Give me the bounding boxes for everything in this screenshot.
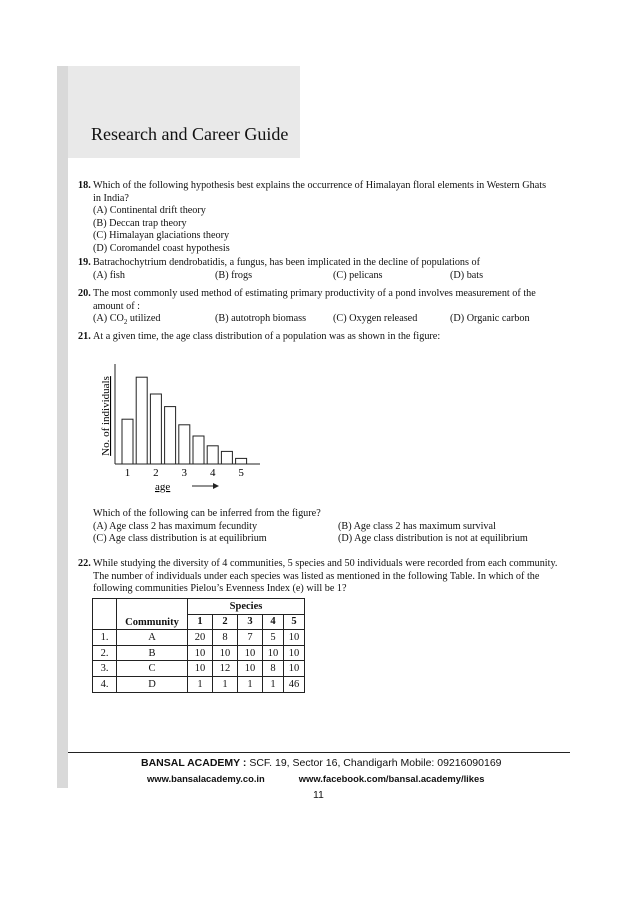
option-b: (B) Deccan trap theory (93, 217, 187, 229)
question-text: At a given time, the age class distribution of a population was as shown in the figure: (93, 331, 441, 342)
question-number: 22. (78, 558, 91, 569)
cell: 10 (263, 645, 284, 661)
bar (221, 451, 232, 464)
footer-address: SCF. 19, Sector 16, Chandigarh Mobile: 09216090169 (246, 757, 502, 769)
x-axis-label: age (155, 481, 171, 493)
species-col: 4 (263, 614, 284, 630)
table-row (93, 645, 305, 661)
species-col: 5 (284, 614, 305, 630)
cell: 12 (213, 661, 238, 677)
question-text-cont: The number of individuals under each species was listed as mentioned in the following Table. In which of the (93, 570, 540, 582)
row-community: C (117, 661, 188, 677)
option-a: (A) Age class 2 has maximum fecundity (93, 520, 258, 532)
bar (150, 394, 161, 464)
question-20 (78, 288, 570, 326)
cell: 10 (284, 661, 305, 677)
question-text-cont: amount of : (93, 300, 140, 312)
cell: 1 (238, 676, 263, 692)
cell: 10 (284, 645, 305, 661)
table-row (93, 676, 305, 692)
option-a: (A) fish (93, 269, 125, 281)
question-22 (78, 558, 570, 596)
cell: 8 (263, 661, 284, 677)
options-row-2 (93, 533, 570, 546)
option-d: (D) Coromandel coast hypothesis (93, 242, 230, 254)
question-text-cont-2: following communities Pielou’s Evenness Index (e) will be 1? (93, 583, 347, 595)
row-community: B (117, 645, 188, 661)
question-number: 20. (78, 288, 91, 299)
cell: 1 (263, 676, 284, 692)
tick-label: 3 (181, 467, 188, 479)
option-c: (C) Himalayan glaciations theory (93, 230, 230, 242)
question-number: 21. (78, 331, 91, 342)
cell: 10 (188, 661, 213, 677)
left-margin-bar (57, 66, 68, 788)
cell: 10 (238, 645, 263, 661)
footer-website[interactable]: www.bansalacademy.co.in (147, 773, 265, 784)
cell: 10 (284, 630, 305, 646)
question-number: 18. (78, 180, 91, 191)
option-a: (A) Continental drift theory (93, 205, 206, 217)
table-corner (93, 599, 117, 630)
x-arrow-head (213, 483, 219, 489)
tick-label: 2 (153, 467, 159, 479)
bar (122, 419, 133, 464)
row-sn: 4. (93, 676, 117, 692)
option-d: (D) Age class distribution is not at equilibrium (338, 533, 528, 545)
table-header-row (93, 599, 305, 615)
tick-label: 5 (238, 467, 244, 479)
cell: 1 (188, 676, 213, 692)
y-axis-label: No. of individuals (100, 376, 112, 456)
cell: 5 (263, 630, 284, 646)
cell: 10 (213, 645, 238, 661)
question-text-cont: in India? (93, 192, 129, 204)
question-text: While studying the diversity of 4 communities, 5 species and 50 individuals were recorded from each community. (93, 558, 558, 569)
cell: 10 (238, 661, 263, 677)
option-c: (C) pelicans (333, 269, 383, 281)
table-row (93, 630, 305, 646)
cell: 10 (188, 645, 213, 661)
species-header: Species (188, 599, 305, 615)
option-b: (B) Age class 2 has maximum survival (338, 520, 496, 532)
bar (207, 446, 218, 464)
table-row (93, 661, 305, 677)
question-21 (78, 331, 570, 344)
cell: 20 (188, 630, 213, 646)
row-community: D (117, 676, 188, 692)
bar (165, 407, 176, 464)
question-18 (78, 180, 570, 256)
bar (236, 458, 247, 464)
option-d: (D) Organic carbon (450, 313, 530, 325)
bar (193, 436, 204, 464)
footer-address-line (141, 757, 502, 769)
cell: 7 (238, 630, 263, 646)
option-a: (A) $CO_2$ utilized (93, 313, 161, 327)
option-b: (B) autotroph biomass (215, 313, 307, 325)
question-text: Which of the following hypothesis best explains the occurrence of Himalayan floral elements in Western Ghats (93, 180, 547, 191)
species-col: 3 (238, 614, 263, 630)
options-row (93, 270, 570, 283)
tick-label: 4 (209, 467, 216, 479)
option-c: (C) Age class distribution is at equilibrium (93, 533, 267, 545)
row-community: A (117, 630, 188, 646)
footer-links (147, 773, 484, 784)
cell: 46 (284, 676, 305, 692)
question-number: 19. (78, 257, 91, 268)
cell: 8 (213, 630, 238, 646)
footer-divider (68, 752, 570, 753)
species-col: 1 (188, 614, 213, 630)
page-title: Research and Career Guide (91, 124, 289, 144)
page-number: 11 (313, 789, 324, 801)
bar (136, 377, 147, 464)
cell: 1 (213, 676, 238, 692)
question-21-options (78, 508, 570, 546)
species-table (92, 598, 305, 693)
question-text: Which of the following can be inferred from the figure? (93, 508, 321, 519)
community-header: Community (117, 599, 188, 630)
question-19 (78, 257, 570, 282)
question-text: Batrachochytrium dendrobatidis, a fungus, has been implicated in the decline of populations of (93, 257, 481, 268)
footer-org: BANSAL ACADEMY : (141, 757, 247, 769)
footer-facebook[interactable]: www.facebook.com/bansal.academy/likes (298, 773, 485, 784)
question-text: The most commonly used method of estimating primary productivity of a pond involves measurement of the (93, 288, 536, 299)
row-sn: 1. (93, 630, 117, 646)
row-sn: 2. (93, 645, 117, 661)
option-b: (B) frogs (215, 269, 253, 281)
row-sn: 3. (93, 661, 117, 677)
option-c: (C) Oxygen released (333, 313, 418, 325)
tick-label: 1 (124, 467, 131, 479)
options-row (93, 313, 570, 326)
species-col: 2 (213, 614, 238, 630)
bar (179, 425, 190, 464)
options-row-1 (93, 521, 570, 534)
age-class-chart (95, 360, 265, 495)
option-d: (D) bats (450, 269, 484, 281)
